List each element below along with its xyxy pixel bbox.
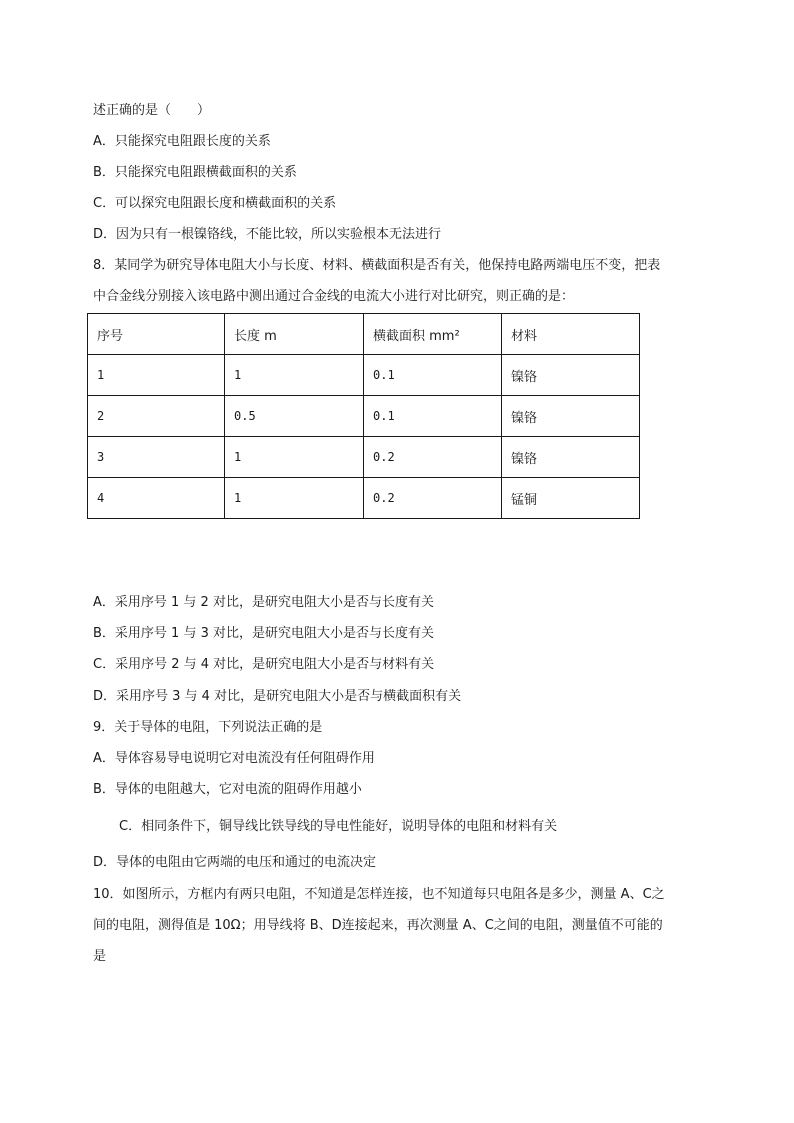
option-c: C．可以探究电阻跟长度和横截面积的关系 — [93, 196, 337, 211]
header-length: 长度 m — [225, 314, 364, 355]
table-cell: 2 — [88, 396, 225, 437]
table-cell: 1 — [88, 355, 225, 396]
table-cell: 1 — [225, 355, 364, 396]
table-cell: 1 — [225, 437, 364, 478]
table-cell: 0.5 — [225, 396, 364, 437]
option-text: 述正确的是（ ） — [93, 103, 211, 118]
header-material: 材料 — [502, 314, 640, 355]
header-area: 横截面积 mm² — [364, 314, 502, 355]
table-cell: 3 — [88, 437, 225, 478]
question-8-text-cont: 中合金线分别接入该电路中测出通过合金线的电流大小进行对比研究，则正确的是： — [93, 289, 575, 304]
question-8-option-d: D．采用序号 3 与 4 对比，是研究电阻大小是否与横截面积有关 — [93, 689, 462, 704]
question-10-text-cont: 间的电阻，测得值是 10Ω；用导线将 B、D连接起来，再次测量 A、C之间的电阻，测量值不可能的 — [93, 918, 663, 933]
table-cell: 0.2 — [364, 478, 502, 519]
table-cell: 0.2 — [364, 437, 502, 478]
question-9-option-a: A．导体容易导电说明它对电流没有任何阻碍作用 — [93, 751, 375, 766]
table-cell: 1 — [225, 478, 364, 519]
question-8-text: 8．某同学为研究导体电阻大小与长度、材料、横截面积是否有关，他保持电路两端电压不变，把表 — [93, 258, 661, 273]
option-a: A．只能探究电阻跟长度的关系 — [93, 134, 271, 149]
table-cell: 锰铜 — [502, 478, 640, 519]
question-9-text: 9．关于导体的电阻，下列说法正确的是 — [93, 720, 323, 735]
question-8-option-a: A．采用序号 1 与 2 对比，是研究电阻大小是否与长度有关 — [93, 595, 434, 610]
table-cell: 镍铬 — [502, 437, 640, 478]
question-9-option-b: B．导体的电阻越大，它对电流的阻碍作用越小 — [93, 782, 362, 797]
table-row — [88, 478, 640, 519]
table-cell: 镍铬 — [502, 396, 640, 437]
question-10-text: 10．如图所示，方框内有两只电阻，不知道是怎样连接，也不知道每只电阻各是多少，测量 A、C之 — [93, 887, 665, 902]
question-8-option-b: B．采用序号 1 与 3 对比，是研究电阻大小是否与长度有关 — [93, 626, 434, 641]
table-header-row — [88, 314, 640, 355]
question-9-option-c: C．相同条件下，铜导线比铁导线的导电性能好，说明导体的电阻和材料有关 — [119, 819, 558, 834]
table-cell: 0.1 — [364, 396, 502, 437]
table-cell: 0.1 — [364, 355, 502, 396]
table-row — [88, 437, 640, 478]
option-b: B．只能探究电阻跟横截面积的关系 — [93, 165, 297, 180]
question-9-option-d: D．导体的电阻由它两端的电压和通过的电流决定 — [93, 855, 377, 870]
question-10-text-end: 是 — [93, 949, 107, 964]
header-index: 序号 — [88, 314, 225, 355]
table-row — [88, 396, 640, 437]
table-row — [88, 355, 640, 396]
alloy-wire-table — [87, 313, 640, 519]
table-cell: 4 — [88, 478, 225, 519]
question-8-option-c: C．采用序号 2 与 4 对比，是研究电阻大小是否与材料有关 — [93, 657, 435, 672]
option-d: D．因为只有一根镍铬线，不能比较，所以实验根本无法进行 — [93, 227, 442, 242]
table-cell: 镍铬 — [502, 355, 640, 396]
